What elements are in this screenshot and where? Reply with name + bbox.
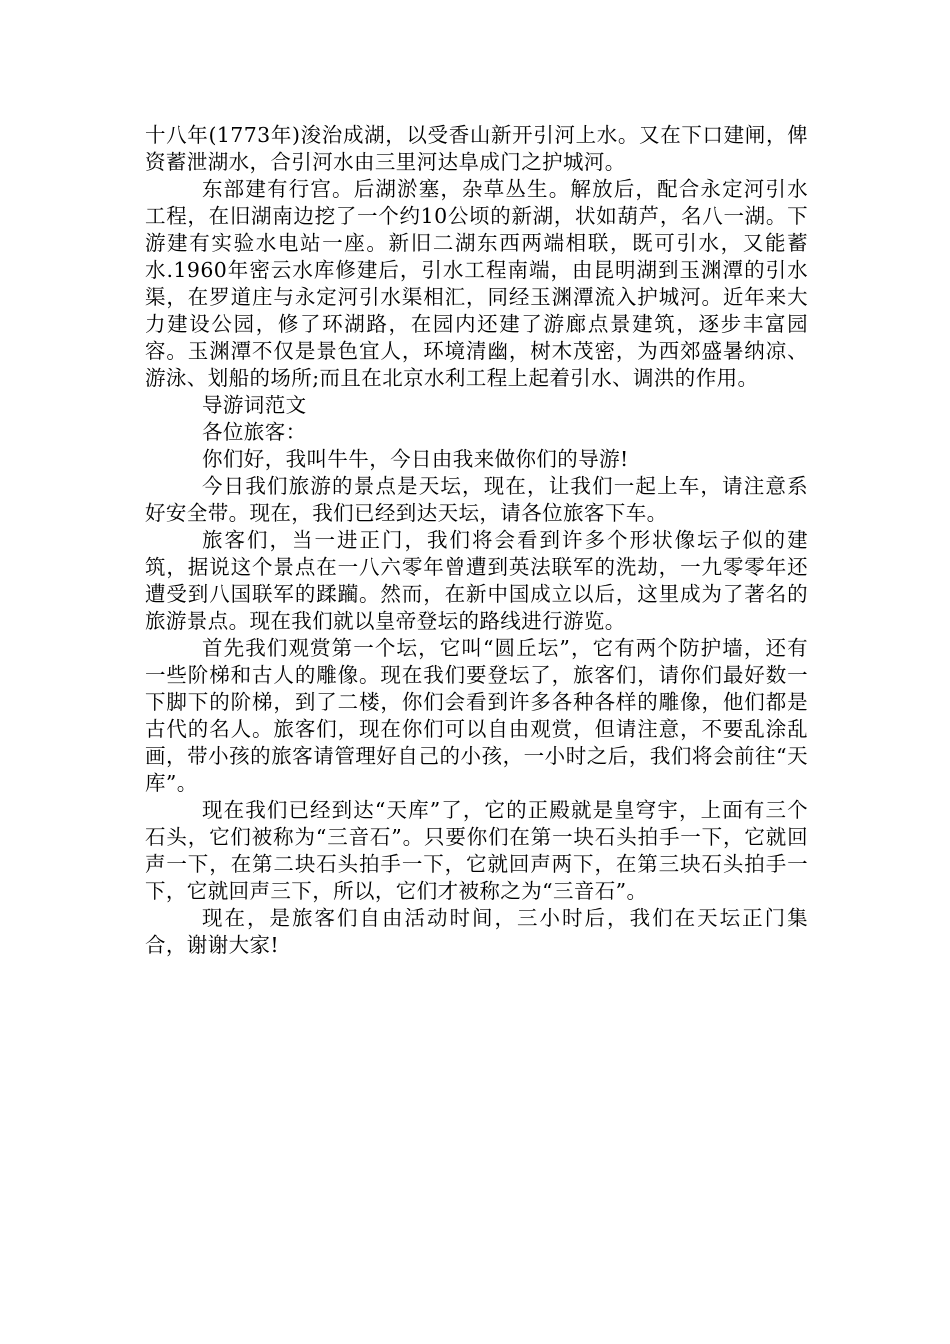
paragraph-yuanqiu: 首先我们观赏第一个坛，它叫“圆丘坛”，它有两个防护墙，还有一些阶梯和古人的雕像。现在我们要登坛了，旅客们，请你们最好数一下脚下的阶梯，到了二楼，你们会看到许多各种各样的雕像，他们都是古代的名人。旅客们，现在你们可以自由观赏，但请注意，不要乱涂乱画，带小孩的旅客请管理好自己的小孩，一小时之后，我们将会前往“天库”。 (145, 636, 808, 795)
paragraph-2: 东部建有行宫。后湖淤塞，杂草丛生。解放后，配合永定河引水工程，在旧湖南边挖了一个约10公顷的新湖，状如葫芦，名八一湖。下游建有实验水电站一座。新旧二湖东西两端相联，既可引水，又能蓄水.1960年密云水库修建后，引水工程南端，由昆明湖到玉渊潭的引水渠，在罗道庄与永定河引水渠相汇，同经玉渊潭流入护城河。近年来大力建设公园，修了环湖路，在园内还建了游廊点景建筑，逐步丰富园容。玉渊潭不仅是景色宜人，环境清幽，树木茂密，为西郊盛暑纳凉、游泳、划船的场所;而且在北京水利工程上起着引水、调洪的作用。 (145, 177, 808, 390)
paragraph-intro: 你们好，我叫牛牛，今日由我来做你们的导游! (202, 447, 629, 471)
section-heading: 导游词范文 (202, 393, 307, 417)
paragraph-tianku: 现在我们已经到达“天库”了，它的正殿就是皇穹宇，上面有三个石头，它们被称为“三音石”。只要你们在第一块石头拍手一下，它就回声一下，在第二块石头拍手一下，它就回声两下，在第三块石头拍手一下，它就回声三下，所以，它们才被称之为“三音石”。 (145, 798, 808, 903)
document-body (145, 122, 808, 959)
paragraph-1: 十八年(1773年)浚治成湖，以受香山新开引河上水。又在下口建闸，俾资蓄泄湖水，合引河水由三里河达阜成门之护城河。 (145, 123, 808, 174)
paragraph-entrance: 旅客们，当一进正门，我们将会看到许多个形状像坛子似的建筑，据说这个景点在一八六零年曾遭到英法联军的洗劫，一九零零年还遭受到八国联军的蹂躏。然而，在新中国成立以后，这里成为了著名的旅游景点。现在我们就以皇帝登坛的路线进行游览。 (145, 528, 808, 633)
greeting: 各位旅客： (202, 420, 307, 444)
paragraph-closing: 现在，是旅客们自由活动时间，三小时后，我们在天坛正门集合，谢谢大家! (145, 906, 808, 957)
paragraph-destination: 今日我们旅游的景点是天坛，现在，让我们一起上车，请注意系好安全带。现在，我们已经到达天坛，请各位旅客下车。 (145, 474, 808, 525)
